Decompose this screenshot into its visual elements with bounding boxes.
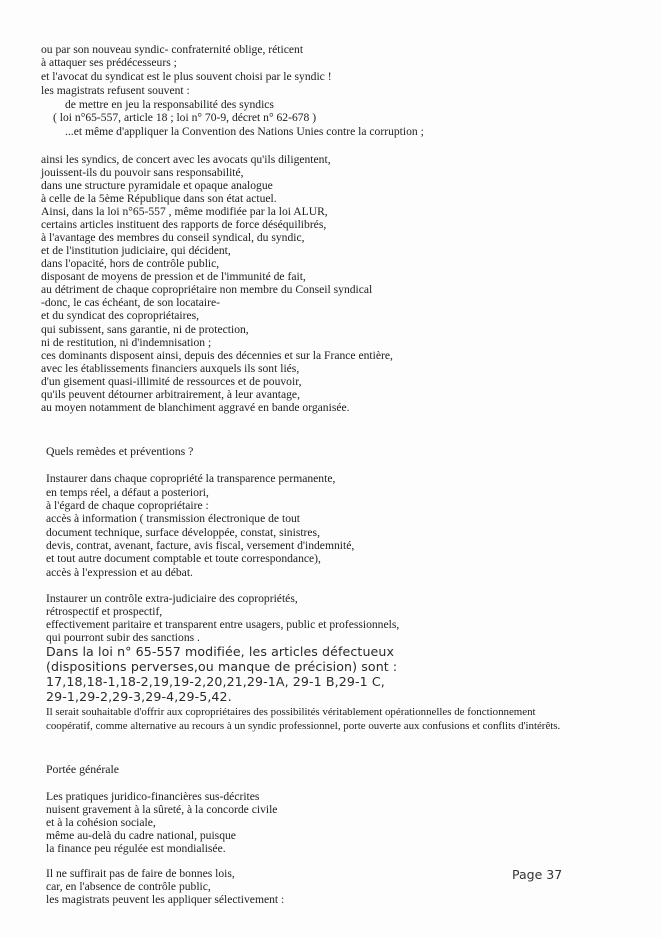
section-heading-scope: Portée générale <box>46 762 120 776</box>
text-line: d'un gisement quasi-illimité de ressources et de pouvoir, <box>41 375 302 388</box>
text-line: ...et même d'appliquer la Convention des Nations Unies contre la corruption ; <box>65 125 424 138</box>
text-line: Il serait souhaitable d'offrir aux copropriétaires des possibilités véritablement opérationnelles de fonctionnement <box>46 706 536 718</box>
text-line: rétrospectif et prospectif, <box>46 605 163 618</box>
text-line: et du syndicat des copropriétaires, <box>41 309 200 322</box>
text-line: ainsi les syndics, de concert avec les avocats qu'ils diligentent, <box>41 153 331 166</box>
articles-line: Dans la loi n° 65-557 modifiée, les articles défectueux <box>46 644 395 659</box>
text-line: disposant de moyens de pression et de l'immunité de fait, <box>41 270 306 283</box>
text-line: de mettre en jeu la responsabilité des syndics <box>65 98 274 111</box>
text-line: Instaurer dans chaque copropriété la transparence permanente, <box>46 472 336 485</box>
text-line: les magistrats peuvent les appliquer sélectivement : <box>46 893 285 906</box>
text-line: document technique, surface développée, constat, sinistres, <box>46 526 320 539</box>
text-line: nuisent gravement à la sûreté, à la concorde civile <box>46 803 278 816</box>
articles-line: 17,18,18-1,18-2,19,19-2,20,21,29-1A, 29-1 B,29-1 C, <box>46 674 385 689</box>
text-line: ou par son nouveau syndic- confraternité oblige, réticent <box>41 43 304 56</box>
text-line: Instaurer un contrôle extra-judiciaire des copropriétés, <box>46 592 298 605</box>
text-line: effectivement paritaire et transparent entre usagers, public et professionnels, <box>46 618 400 631</box>
text-line: à l'avantage des membres du conseil syndical, du syndic, <box>41 231 305 244</box>
text-line: ces dominants disposent ainsi, depuis des décennies et sur la France entière, <box>41 349 393 362</box>
text-line: qui subissent, sans garantie, ni de protection, <box>41 323 249 336</box>
text-line: à l'égard de chaque copropriétaire : <box>46 499 209 512</box>
text-line: avec les établissements financiers auxquels ils sont liés, <box>41 362 300 375</box>
text-line: accès à information ( transmission électronique de tout <box>46 512 301 525</box>
text-line: accès à l'expression et au débat. <box>46 566 193 579</box>
text-line: et tout autre document comptable et toute correspondance), <box>46 552 321 565</box>
text-line: -donc, le cas échéant, de son locataire- <box>41 296 220 309</box>
page-number: Page 37 <box>512 867 563 882</box>
text-line: qui pourront subir des sanctions . <box>46 631 200 644</box>
text-line: et à la cohésion sociale, <box>46 816 156 829</box>
section-heading-remedies: Quels remèdes et préventions ? <box>46 444 194 458</box>
text-line: coopératif, comme alternative au recours à un syndic professionnel, porte ouverte aux confusions et conflits d'intérêts. <box>46 720 561 732</box>
text-line: à attaquer ses prédécesseurs ; <box>41 56 177 69</box>
text-line: devis, contrat, avenant, facture, avis fiscal, versement d'indemnité, <box>46 539 355 552</box>
text-line: même au-delà du cadre national, puisque <box>46 829 236 842</box>
text-line: jouissent-ils du pouvoir sans responsabilité, <box>41 166 244 179</box>
text-line: Il ne suffirait pas de faire de bonnes lois, <box>46 867 235 880</box>
text-line: à celle de la 5ème République dans son état actuel. <box>41 192 277 205</box>
text-line: et l'avocat du syndicat est le plus souvent choisi par le syndic ! <box>41 70 332 83</box>
text-line: ( loi n°65-557, article 18 ; loi n° 70-9, décret n° 62-678 ) <box>53 111 317 124</box>
text-line: qu'ils peuvent détourner arbitrairement, à leur avantage, <box>41 388 300 401</box>
text-line: car, en l'absence de contrôle public, <box>46 880 211 893</box>
text-line: en temps réel, a défaut a posteriori, <box>46 486 209 499</box>
text-line: ni de restitution, ni d'indemnisation ; <box>41 336 212 349</box>
text-line: Les pratiques juridico-financières sus-décrites <box>46 790 260 803</box>
text-line: la finance peu régulée est mondialisée. <box>46 842 226 855</box>
text-line: certains articles instituent des rapports de force déséquilibrés, <box>41 218 327 231</box>
text-line: dans l'opacité, hors de contrôle public, <box>41 257 220 270</box>
articles-line: (dispositions perverses,ou manque de précision) sont : <box>46 659 398 674</box>
text-line: et de l'institution judiciaire, qui décident, <box>41 244 231 257</box>
articles-line: 29-1,29-2,29-3,29-4,29-5,42. <box>46 689 232 704</box>
text-line: dans une structure pyramidale et opaque analogue <box>41 179 273 192</box>
text-line: au moyen notamment de blanchiment aggravé en bande organisée. <box>41 401 350 414</box>
text-line: au détriment de chaque copropriétaire non membre du Conseil syndical <box>41 283 373 296</box>
text-line: les magistrats refusent souvent : <box>41 84 190 97</box>
text-line: Ainsi, dans la loi n°65-557 , même modifiée par la loi ALUR, <box>41 205 328 218</box>
